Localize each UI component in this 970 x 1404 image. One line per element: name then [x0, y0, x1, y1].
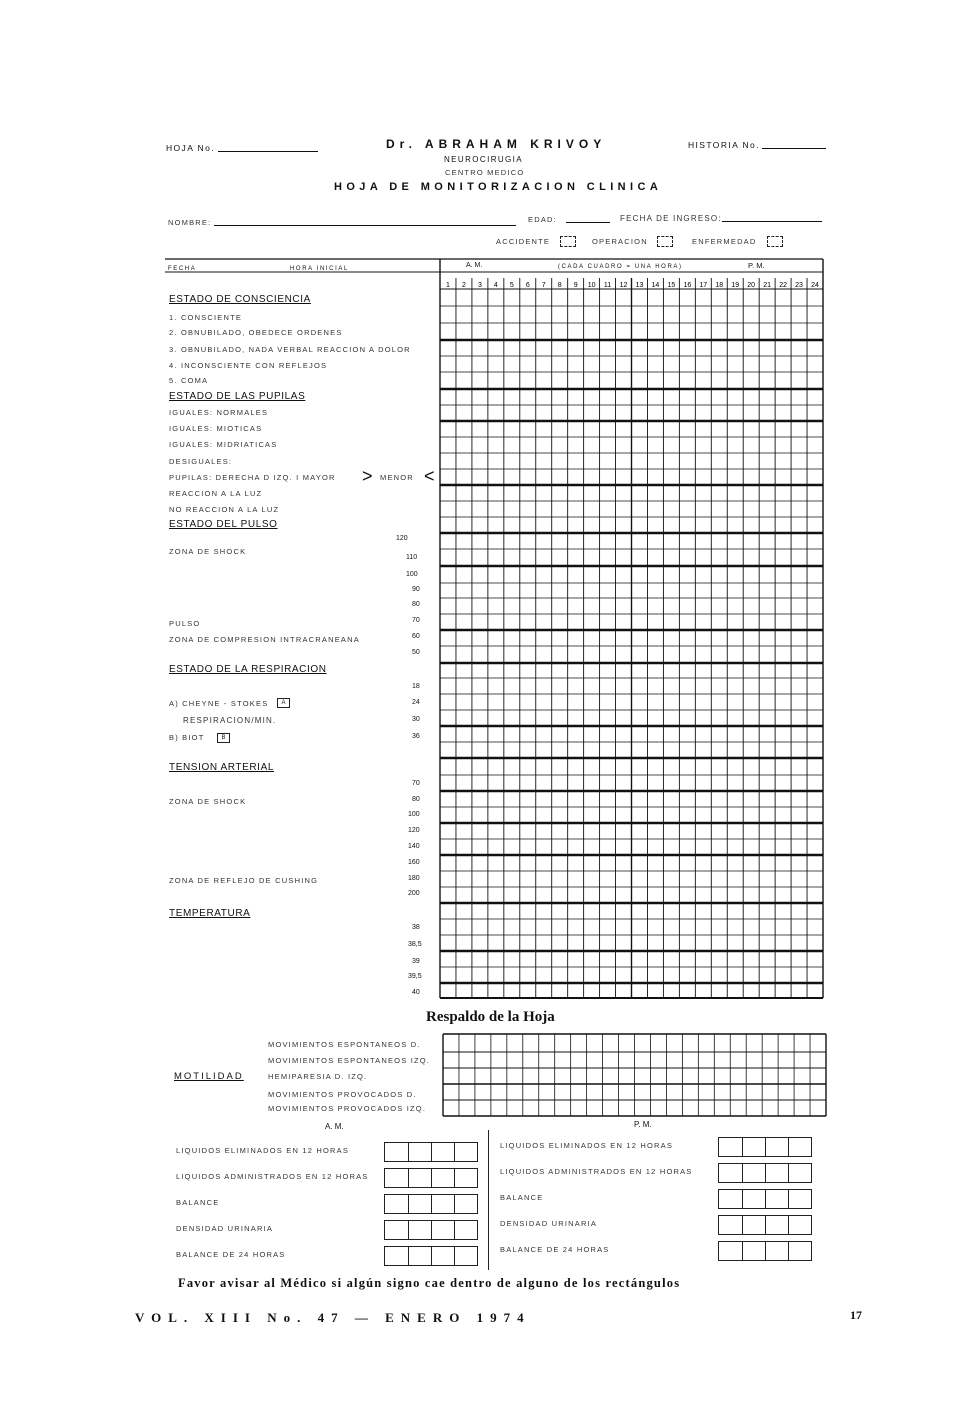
- consciencia-item: 2. OBNUBILADO, OBEDECE ORDENES: [169, 328, 343, 337]
- hour-number: 3: [477, 282, 482, 289]
- balance-entry-box[interactable]: [718, 1137, 812, 1157]
- balance-row-label: LIQUIDOS ELIMINADOS EN 12 HORAS: [500, 1141, 674, 1150]
- pulso-scale: 80: [412, 601, 420, 608]
- balance-entry-box[interactable]: [718, 1189, 812, 1209]
- cada-cuadro-note: (CADA CUADRO = UNA HORA): [558, 264, 683, 270]
- cheyne-label: A) CHEYNE - STOKES: [169, 699, 269, 708]
- hour-number: 16: [683, 282, 692, 289]
- zona-shock-pulso: ZONA DE SHOCK: [169, 547, 247, 556]
- balance-row-label: BALANCE: [176, 1198, 220, 1207]
- balance-box-divider: [454, 1247, 455, 1265]
- hour-number: 1: [446, 282, 450, 289]
- menor-label: MENOR: [380, 473, 414, 482]
- temp-scale: 38: [412, 924, 420, 931]
- respiracion-title: ESTADO DE LA RESPIRACION: [169, 664, 327, 675]
- hour-number: 24: [811, 282, 819, 289]
- pupilas-item: REACCION A LA LUZ: [169, 489, 263, 498]
- consciencia-item: 3. OBNUBILADO, NADA VERBAL REACCION A DOLOR: [169, 345, 411, 354]
- pulso-title: ESTADO DEL PULSO: [169, 519, 278, 530]
- balance-entry-box[interactable]: [384, 1168, 478, 1188]
- balance-box-divider: [765, 1190, 766, 1208]
- tension-scale: 200: [408, 890, 420, 897]
- hour-number: 11: [603, 282, 612, 289]
- balance-box-divider: [431, 1195, 432, 1213]
- enfermedad-label: ENFERMEDAD: [692, 237, 757, 246]
- hour-number: 9: [573, 282, 578, 289]
- balance-row-label: BALANCE: [500, 1193, 544, 1202]
- temp-scale: 38,5: [408, 941, 422, 948]
- journal-footer: VOL. XIII No. 47 — ENERO 1974: [135, 1310, 531, 1325]
- fecha-label: FECHA: [168, 266, 197, 272]
- pulso-scale: 70: [412, 617, 420, 624]
- balance-row-label: DENSIDAD URINARIA: [500, 1219, 598, 1228]
- resp-scale: 36: [412, 733, 420, 740]
- motilidad-row-label: MOVIMIENTOS PROVOCADOS D.: [268, 1090, 417, 1099]
- hour-number: 12: [619, 282, 628, 289]
- tension-scale: 70: [412, 780, 420, 787]
- balance-box-divider: [788, 1216, 789, 1234]
- consciencia-item: 1. CONSCIENTE: [169, 313, 243, 322]
- balance-box-divider: [765, 1138, 766, 1156]
- pulso-scale: 50: [412, 649, 420, 656]
- balance-row-label: LIQUIDOS ADMINISTRADOS EN 12 HORAS: [500, 1167, 693, 1176]
- hour-number: 6: [525, 282, 530, 289]
- consciencia-item: 5. COMA: [169, 376, 209, 385]
- balance-box-divider: [454, 1143, 455, 1161]
- motilidad-label: MOTILIDAD: [174, 1071, 244, 1082]
- balance-row-label: BALANCE DE 24 HORAS: [500, 1245, 610, 1254]
- hour-number: 5: [509, 282, 514, 289]
- balance-box-divider: [408, 1195, 409, 1213]
- biot-box: B: [217, 733, 230, 743]
- balance-box-divider: [408, 1169, 409, 1187]
- pupilas-item: IGUALES: MIOTICAS: [169, 424, 263, 433]
- motilidad-row-label: MOVIMIENTOS ESPONTANEOS IZQ.: [268, 1056, 431, 1065]
- hour-number: 21: [763, 282, 772, 289]
- temperatura-title: TEMPERATURA: [169, 908, 251, 919]
- temp-scale: 40: [412, 989, 420, 996]
- resp-min-label: RESPIRACION/MIN.: [183, 716, 277, 725]
- hour-number: 19: [731, 282, 740, 289]
- balance-entry-box[interactable]: [718, 1241, 812, 1261]
- zona-cushing: ZONA DE REFLEJO DE CUSHING: [169, 876, 319, 885]
- hour-number: 8: [557, 282, 562, 289]
- menor-symbol: <: [424, 466, 435, 486]
- pulso-scale: 60: [412, 633, 420, 640]
- consciencia-item: 4. INCONSCIENTE CON REFLEJOS: [169, 361, 328, 370]
- resp-scale: 30: [412, 716, 420, 723]
- fecha-ingreso-label: FECHA DE INGRESO:: [620, 214, 722, 223]
- hour-number: 4: [493, 282, 498, 289]
- nombre-label: NOMBRE:: [168, 218, 212, 227]
- historia-label: HISTORIA No.: [688, 140, 760, 150]
- pulso-scale: 110: [406, 554, 418, 561]
- temp-scale: 39: [412, 958, 420, 965]
- balance-box-divider: [408, 1143, 409, 1161]
- motilidad-row-label: MOVIMIENTOS PROVOCADOS IZQ.: [268, 1104, 427, 1113]
- form-title: HOJA DE MONITORIZACION CLINICA: [334, 181, 663, 193]
- resp-scale: 24: [412, 699, 420, 706]
- balance-entry-box[interactable]: [718, 1215, 812, 1235]
- balance-box-divider: [788, 1242, 789, 1260]
- temp-scale: 39,5: [408, 973, 422, 980]
- accidente-label: ACCIDENTE: [496, 237, 551, 246]
- hour-number: 7: [541, 282, 546, 289]
- balance-box-divider: [742, 1216, 743, 1234]
- am-pm-divider: [488, 1130, 489, 1270]
- balance-box-divider: [431, 1221, 432, 1239]
- balance-entry-box[interactable]: [384, 1220, 478, 1240]
- balance-box-divider: [765, 1216, 766, 1234]
- hour-number: 20: [747, 282, 756, 289]
- balance-box-divider: [765, 1164, 766, 1182]
- hour-number: 15: [667, 282, 676, 289]
- tension-scale: 180: [408, 875, 420, 882]
- balance-box-divider: [788, 1190, 789, 1208]
- back-pm-label: P. M.: [634, 1120, 652, 1129]
- page-number: 17: [850, 1308, 862, 1322]
- tension-scale: 100: [408, 811, 420, 818]
- hour-number: 10: [587, 282, 596, 289]
- zona-compresion: ZONA DE COMPRESION INTRACRANEANA: [169, 635, 360, 644]
- balance-row-label: BALANCE DE 24 HORAS: [176, 1250, 286, 1259]
- pulso-label: PULSO: [169, 619, 201, 628]
- tension-title: TENSION ARTERIAL: [169, 762, 274, 773]
- hora-inicial-label: HORA INICIAL: [290, 266, 349, 272]
- department: NEUROCIRUGIA: [444, 155, 524, 164]
- pupilas-item: IGUALES: NORMALES: [169, 408, 269, 417]
- hour-number: 18: [715, 282, 724, 289]
- balance-box-divider: [454, 1169, 455, 1187]
- balance-box-divider: [742, 1242, 743, 1260]
- hoja-label: HOJA No.: [166, 143, 215, 153]
- pulso-scale: 120: [396, 535, 408, 542]
- pupilas-item: NO REACCION A LA LUZ: [169, 505, 280, 514]
- balance-box-divider: [408, 1247, 409, 1265]
- cheyne-box: A: [277, 698, 290, 708]
- pupilas-item: DESIGUALES:: [169, 457, 233, 466]
- balance-box-divider: [431, 1143, 432, 1161]
- balance-box-divider: [454, 1195, 455, 1213]
- am-label: A. M.: [466, 262, 483, 269]
- center-name: CENTRO MEDICO: [445, 168, 525, 177]
- hour-number: 13: [635, 282, 644, 289]
- balance-box-divider: [742, 1164, 743, 1182]
- resp-scale: 18: [412, 683, 420, 690]
- operacion-label: OPERACION: [592, 237, 648, 246]
- back-am-label: A. M.: [325, 1122, 344, 1131]
- mayor-symbol: >: [362, 466, 373, 486]
- balance-row-label: LIQUIDOS ADMINISTRADOS EN 12 HORAS: [176, 1172, 369, 1181]
- pupilas-title: ESTADO DE LAS PUPILAS: [169, 391, 306, 402]
- pupilas-item: PUPILAS: DERECHA D IZQ. I MAYOR: [169, 473, 336, 482]
- zona-shock-tension: ZONA DE SHOCK: [169, 797, 247, 806]
- balance-box-divider: [788, 1164, 789, 1182]
- hour-number: 22: [779, 282, 788, 289]
- balance-box-divider: [742, 1138, 743, 1156]
- balance-entry-box[interactable]: [384, 1142, 478, 1162]
- motilidad-row-label: HEMIPARESIA D. IZQ.: [268, 1072, 368, 1081]
- balance-row-label: DENSIDAD URINARIA: [176, 1224, 274, 1233]
- motilidad-row-label: MOVIMIENTOS ESPONTANEOS D.: [268, 1040, 421, 1049]
- pm-label: P. M.: [748, 261, 765, 270]
- balance-row-label: LIQUIDOS ELIMINADOS EN 12 HORAS: [176, 1146, 350, 1155]
- balance-box-divider: [788, 1138, 789, 1156]
- balance-box-divider: [431, 1247, 432, 1265]
- balance-box-divider: [408, 1221, 409, 1239]
- balance-entry-box[interactable]: [384, 1246, 478, 1266]
- hour-number: 17: [699, 282, 708, 289]
- tension-scale: 120: [408, 827, 420, 834]
- hour-number: 23: [795, 282, 803, 289]
- pupilas-item: IGUALES: MIDRIATICAS: [169, 440, 278, 449]
- balance-box-divider: [454, 1221, 455, 1239]
- biot-label: B) BIOT: [169, 733, 205, 742]
- balance-box-divider: [431, 1169, 432, 1187]
- pulso-scale: 90: [412, 586, 420, 593]
- doctor-name: Dr. ABRAHAM KRIVOY: [386, 137, 607, 151]
- consciencia-title: ESTADO DE CONSCIENCIA: [169, 294, 311, 305]
- pulso-scale: 100: [406, 571, 418, 578]
- tension-scale: 140: [408, 843, 420, 850]
- balance-box-divider: [765, 1242, 766, 1260]
- edad-label: EDAD:: [528, 215, 557, 224]
- balance-entry-box[interactable]: [718, 1163, 812, 1183]
- back-title: Respaldo de la Hoja: [426, 1009, 555, 1025]
- hour-number: 14: [651, 282, 660, 289]
- tension-scale: 80: [412, 796, 420, 803]
- back-note: Favor avisar al Médico si algún signo cae dentro de alguno de los rectángulos: [178, 1276, 681, 1290]
- tension-scale: 160: [408, 859, 420, 866]
- balance-box-divider: [742, 1190, 743, 1208]
- hour-number: 2: [461, 282, 466, 289]
- balance-entry-box[interactable]: [384, 1194, 478, 1214]
